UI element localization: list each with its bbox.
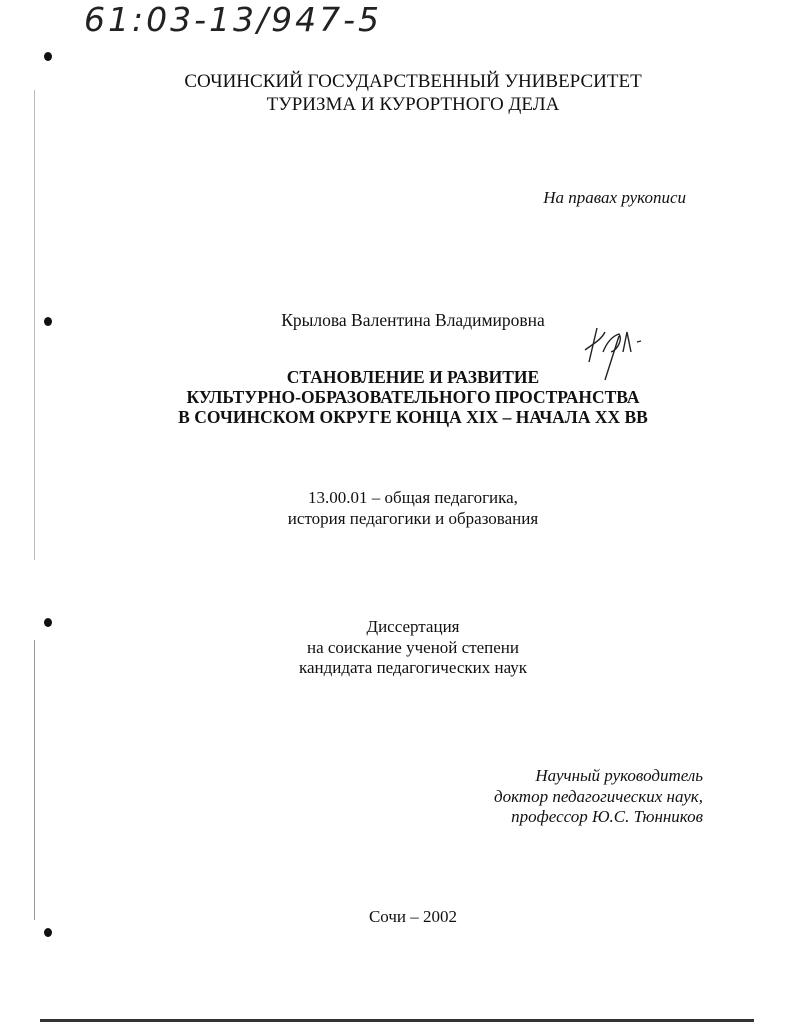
university-name [0,70,794,116]
supervisor-line: доктор педагогических наук, [493,786,703,806]
degree-line: кандидата педагогических наук [298,658,528,677]
scan-edge-line [34,90,35,560]
scan-edge-line [34,640,35,920]
dissertation-title [0,367,794,427]
scientific-supervisor [494,766,703,828]
city-year: Сочи – 2002 [368,907,458,926]
title-line: СТАНОВЛЕНИЕ И РАЗВИТИЕ [286,367,540,387]
specialty [0,487,794,529]
author-name: Крылова Валентина Владимировна [281,310,545,330]
binding-hole-mark [44,52,52,61]
binding-hole-mark [44,928,52,937]
degree-statement [0,617,794,679]
handwritten-catalog-number: 61:03-13/947-5 [84,0,383,39]
binding-hole-mark [44,317,52,326]
title-line: КУЛЬТУРНО-ОБРАЗОВАТЕЛЬНОГО ПРОСТРАНСТВА [186,387,640,407]
title-line: В СОЧИНСКОМ ОКРУГЕ КОНЦА XIX – НАЧАЛА XX ВВ [178,407,648,427]
scan-bottom-edge [40,1019,754,1022]
university-line: ТУРИЗМА И КУРОРТНОГО ДЕЛА [266,94,560,115]
degree-line: на соискание ученой степени [306,637,520,657]
supervisor-line: Научный руководитель [535,766,703,785]
degree-line: Диссертация [366,617,460,636]
specialty-line: 13.00.01 – общая педагогика, [308,488,518,507]
supervisor-line: профессор Ю.С. Тюнников [511,807,703,826]
university-line: СОЧИНСКИЙ ГОСУДАРСТВЕННЫЙ УНИВЕРСИТЕТ [184,71,642,92]
specialty-line: история педагогики и образования [287,509,539,528]
binding-hole-mark [44,618,52,627]
manuscript-rights-note: На правах рукописи [543,188,686,207]
